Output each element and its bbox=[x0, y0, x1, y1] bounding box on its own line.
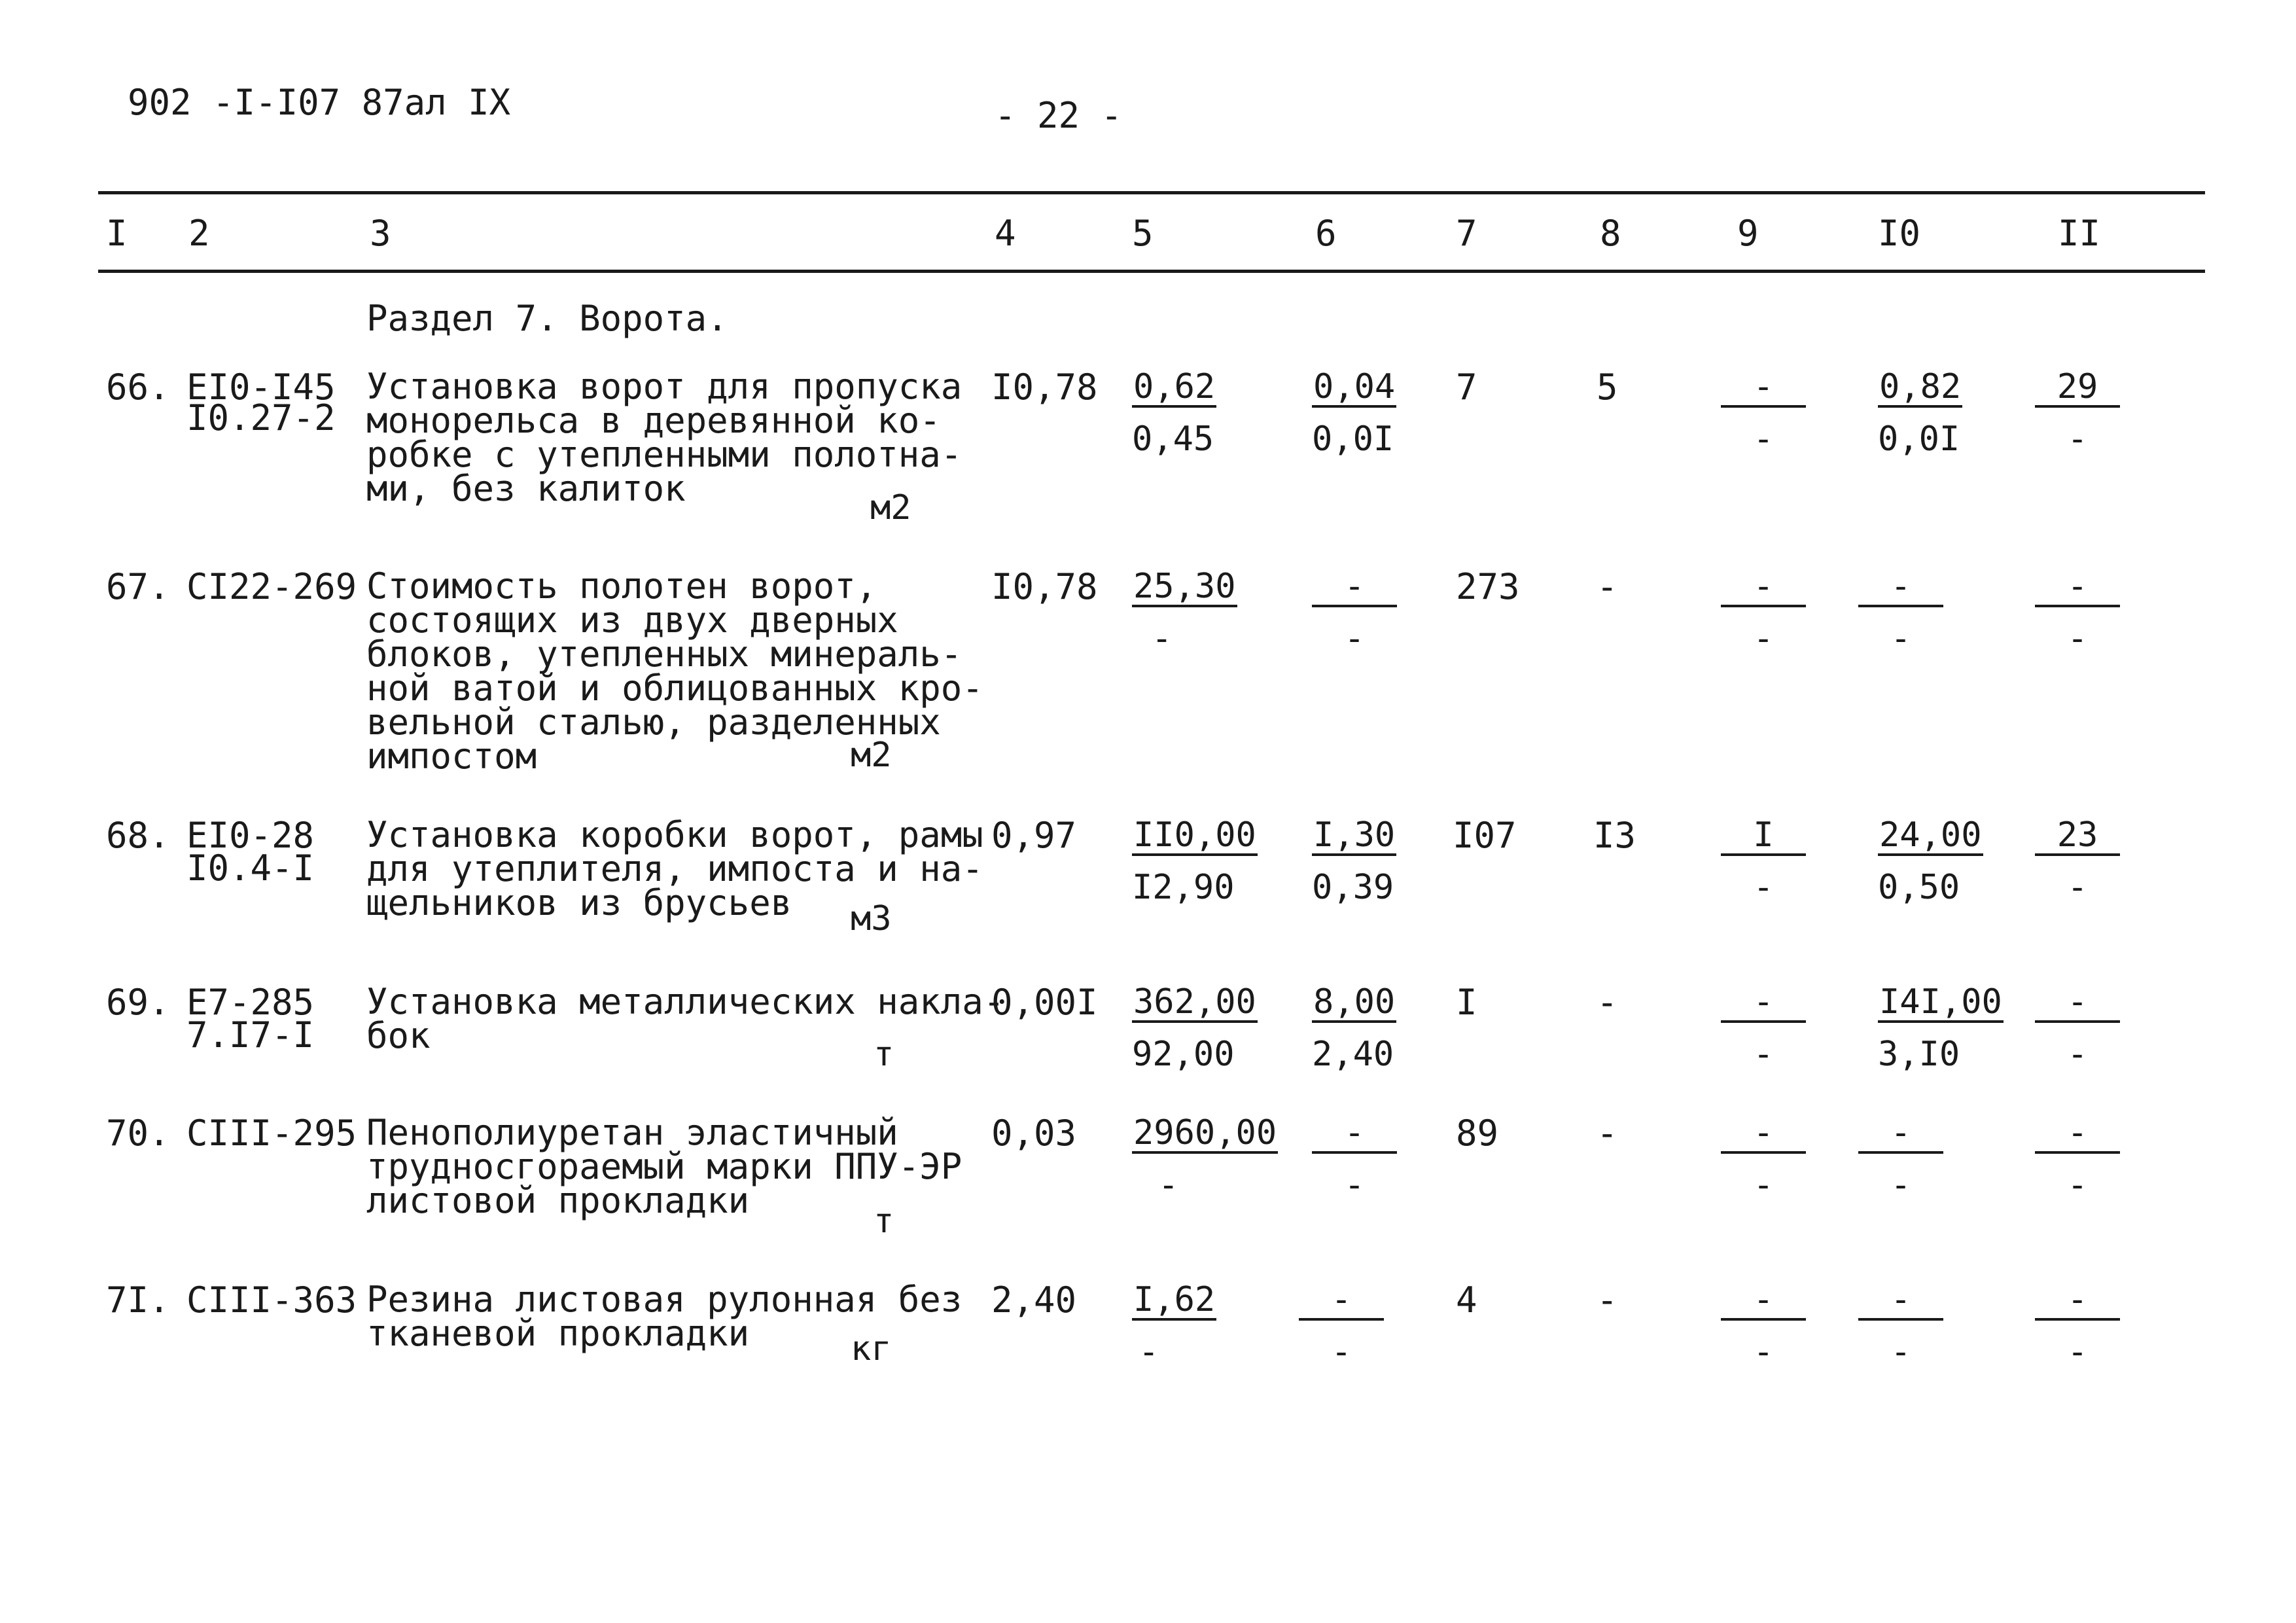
row-code: EI0-I45 bbox=[186, 366, 336, 408]
cell-col8: - bbox=[1597, 1279, 1618, 1321]
cell-col8: - bbox=[1597, 566, 1618, 607]
cell-col10: - - bbox=[1858, 569, 1943, 656]
row-number: 7I. bbox=[106, 1279, 170, 1321]
cell-col10: $\frac{0,82}{0,0I}$ bbox=[1878, 367, 1962, 459]
row-code-2: I0.4-I bbox=[186, 847, 315, 889]
row-number: 67. bbox=[106, 566, 170, 607]
cell-col6: - - bbox=[1312, 569, 1397, 656]
cell-col10: - - bbox=[1858, 1283, 1943, 1369]
row-unit: м2 bbox=[870, 488, 911, 527]
row-quantity: I0,78 bbox=[991, 566, 1098, 607]
cell-col6: - - bbox=[1299, 1283, 1384, 1369]
row-description-line: Резина листовая рулонная без bbox=[366, 1279, 963, 1320]
row-description-line: трудносгораемый марки ППУ-ЭР bbox=[366, 1146, 963, 1187]
row-unit: т bbox=[874, 1202, 894, 1241]
cell-col5: 25,30 - bbox=[1133, 567, 1236, 658]
cell-col11: - - bbox=[2035, 1116, 2120, 1202]
cell-col5: I,62 - bbox=[1133, 1280, 1216, 1372]
cell-col11: 23 - bbox=[2035, 818, 2120, 904]
row-description-line: монорельса в деревянной ко- bbox=[366, 400, 941, 441]
row-quantity: 0,03 bbox=[991, 1113, 1077, 1154]
cell-col6: $\frac{I,30}{0,39}$ bbox=[1312, 815, 1396, 907]
row-code: CI22-269 bbox=[186, 566, 357, 607]
cell-col7: 273 bbox=[1456, 566, 1520, 607]
row-description-line: состоящих из двух дверных bbox=[366, 599, 898, 641]
row-description-line: Установка металлических накла- bbox=[366, 981, 1005, 1022]
column-header-8: 8 bbox=[1600, 213, 1621, 254]
row-description-line: тканевой прокладки bbox=[366, 1313, 750, 1354]
row-description-line: ми, без калиток bbox=[366, 468, 686, 509]
table-header-rule bbox=[98, 270, 2205, 273]
row-quantity: 0,00I bbox=[991, 982, 1098, 1023]
row-description-line: Стоимость полотен ворот, bbox=[366, 565, 877, 607]
row-code-2: I0.27-2 bbox=[186, 397, 336, 438]
row-description-line: вельной сталью, разделенных bbox=[366, 702, 941, 743]
row-unit: м3 bbox=[851, 899, 892, 938]
row-description-line: блоков, утепленных минераль- bbox=[366, 633, 963, 675]
cell-col8: 5 bbox=[1597, 366, 1618, 408]
row-description-line: щельников из брусьев bbox=[366, 882, 792, 923]
cell-col6: $\frac{8,00}{2,40}$ bbox=[1312, 982, 1396, 1074]
row-quantity: I0,78 bbox=[991, 366, 1098, 408]
column-header-9: 9 bbox=[1737, 213, 1759, 254]
cell-col9: I - bbox=[1721, 818, 1806, 904]
row-unit: м2 bbox=[851, 736, 892, 775]
column-header-6: 6 bbox=[1315, 213, 1337, 254]
cell-col9: - - bbox=[1721, 569, 1806, 656]
column-header-7: 7 bbox=[1456, 213, 1477, 254]
section-title: Раздел 7. Ворота. bbox=[366, 298, 728, 339]
document-code: 902 -I-I07 87ал IX bbox=[128, 82, 511, 123]
row-number: 69. bbox=[106, 982, 170, 1023]
row-description-line: бок bbox=[366, 1015, 431, 1056]
cell-col6: $\frac{0,04}{0,0I}$ bbox=[1312, 367, 1396, 459]
cell-col8: - bbox=[1597, 1113, 1618, 1154]
page-number: - 22 - bbox=[995, 95, 1123, 136]
cell-col8: - bbox=[1597, 982, 1618, 1023]
row-description-line: ной ватой и облицованных кро- bbox=[366, 668, 983, 709]
cell-col5: $\frac{0,62}{0,45}$ bbox=[1132, 367, 1216, 459]
row-unit: кг bbox=[851, 1329, 892, 1368]
row-description-line: Установка ворот для пропуска bbox=[366, 366, 963, 407]
row-code: CIII-363 bbox=[186, 1279, 357, 1321]
table-top-rule bbox=[98, 191, 2205, 194]
row-description-line: Установка коробки ворот, рамы bbox=[366, 814, 983, 855]
cell-col7: 4 bbox=[1456, 1279, 1477, 1321]
row-unit: т bbox=[874, 1035, 894, 1074]
column-header-2: 2 bbox=[188, 213, 210, 254]
cell-col11: - - bbox=[2035, 1283, 2120, 1369]
row-quantity: 2,40 bbox=[991, 1279, 1077, 1321]
column-header-4: 4 bbox=[995, 213, 1016, 254]
row-code: E7-285 bbox=[186, 982, 315, 1023]
column-header-3: 3 bbox=[370, 213, 391, 254]
row-description-line: импостом bbox=[366, 736, 537, 777]
row-description-line: робке с утепленными полотна- bbox=[366, 434, 963, 475]
row-code: EI0-28 bbox=[186, 815, 315, 856]
cell-col9: - - bbox=[1721, 1116, 1806, 1202]
row-quantity: 0,97 bbox=[991, 815, 1077, 856]
row-description-line: листовой прокладки bbox=[366, 1180, 750, 1221]
cell-col7: 7 bbox=[1456, 366, 1477, 408]
cell-col9: - - bbox=[1721, 1283, 1806, 1369]
row-number: 68. bbox=[106, 815, 170, 856]
row-description-line: Пенополиуретан эластичный bbox=[366, 1112, 898, 1153]
cell-col10: $\frac{24,00}{0,50}$ bbox=[1878, 815, 1982, 907]
cell-col9: - - bbox=[1721, 985, 1806, 1071]
cell-col10: $\frac{I4I,00}{3,I0}$ bbox=[1878, 982, 2002, 1074]
row-code: CIII-295 bbox=[186, 1113, 357, 1154]
cell-col7: I bbox=[1456, 982, 1477, 1023]
row-number: 70. bbox=[106, 1113, 170, 1154]
column-header-1: I bbox=[106, 213, 128, 254]
cell-col11: - - bbox=[2035, 985, 2120, 1071]
cell-col11: - - bbox=[2035, 569, 2120, 656]
row-description-line: для утеплителя, импоста и на- bbox=[366, 848, 983, 889]
cell-col8: I3 bbox=[1593, 815, 1636, 856]
cell-col5: $\frac{362,00}{92,00}$ bbox=[1132, 982, 1256, 1074]
cell-col5: $\frac{II0,00}{I2,90}$ bbox=[1132, 815, 1256, 907]
column-header-10: I0 bbox=[1878, 213, 1921, 254]
column-header-5: 5 bbox=[1132, 213, 1154, 254]
cell-col7: I07 bbox=[1453, 815, 1517, 856]
cell-col5: 2960,00 - bbox=[1133, 1113, 1277, 1205]
row-code-2: 7.I7-I bbox=[186, 1014, 315, 1056]
cell-col7: 89 bbox=[1456, 1113, 1499, 1154]
cell-col11: 29 - bbox=[2035, 370, 2120, 456]
cell-col10: - - bbox=[1858, 1116, 1943, 1202]
column-header-11: II bbox=[2058, 213, 2101, 254]
cell-col9: - - bbox=[1721, 370, 1806, 456]
row-number: 66. bbox=[106, 366, 170, 408]
cell-col6: - - bbox=[1312, 1116, 1397, 1202]
